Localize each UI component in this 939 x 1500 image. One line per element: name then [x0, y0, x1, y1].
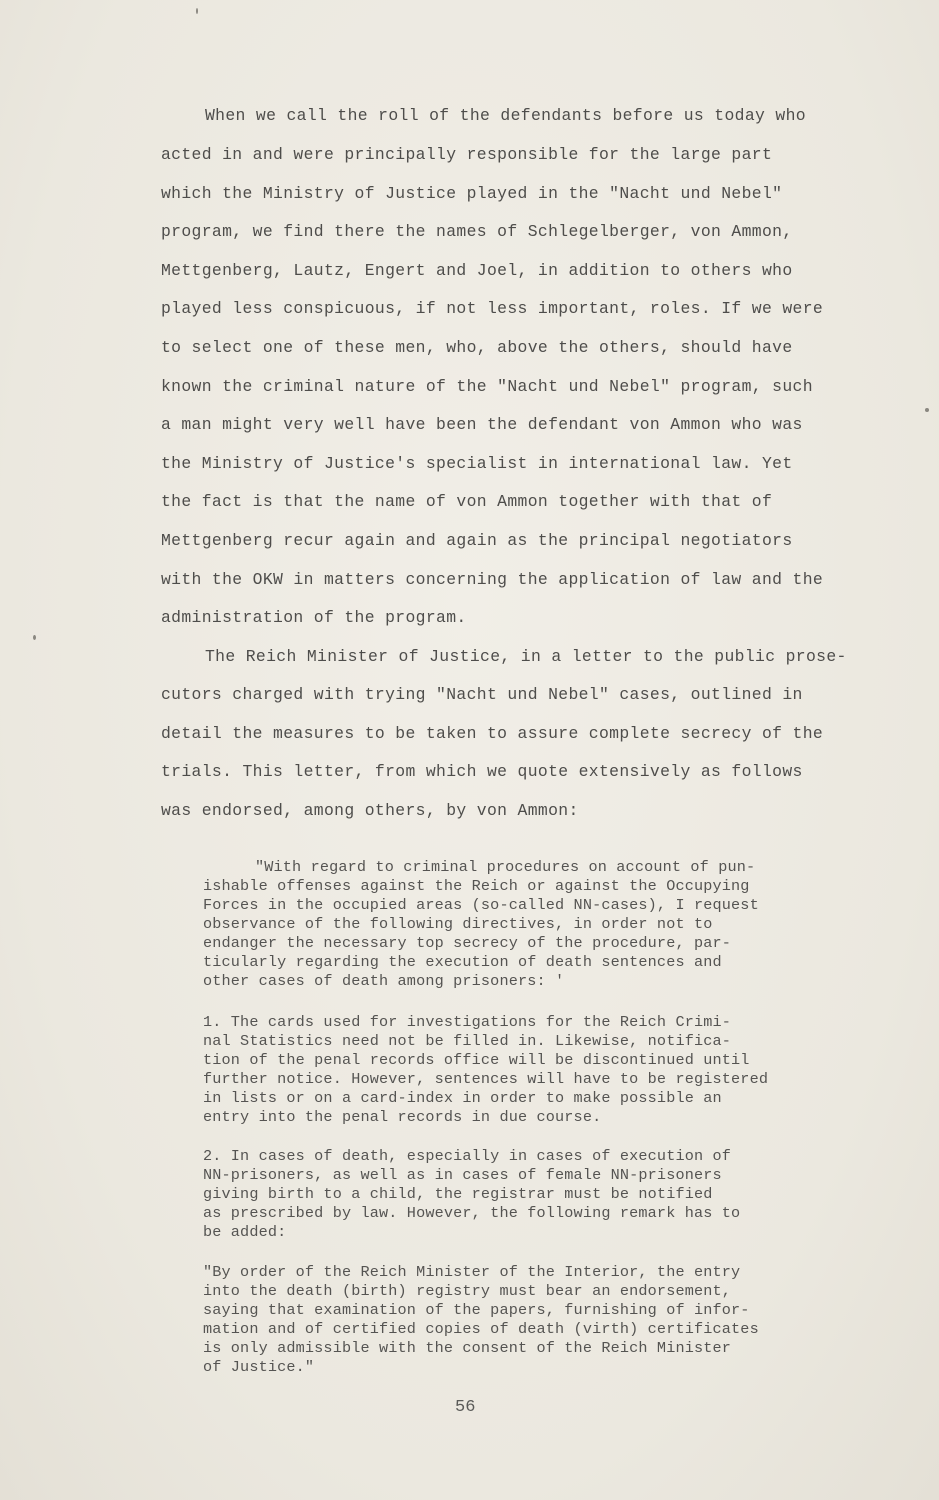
body-line: program, we find there the names of Schlegelberger, von Ammon, [161, 222, 793, 241]
quote-line: as prescribed by law. However, the following remark has to [203, 1204, 741, 1222]
body-line: the Ministry of Justice's specialist in international law. Yet [161, 454, 793, 473]
scan-speck [33, 635, 36, 640]
body-line: cutors charged with trying "Nacht und Nebel" cases, outlined in [161, 685, 803, 704]
quote-line: nal Statistics need not be filled in. Likewise, notifica- [203, 1032, 732, 1050]
quote-line: entry into the penal records in due course. [203, 1108, 602, 1126]
body-line: Mettgenberg recur again and again as the principal negotiators [161, 531, 793, 550]
quote-line: mation and of certified copies of death (virth) certificates [203, 1320, 759, 1338]
body-line: administration of the program. [161, 608, 467, 627]
scan-speck [196, 8, 198, 14]
body-line: detail the measures to be taken to assure complete secrecy of the [161, 724, 824, 743]
quote-line: endanger the necessary top secrecy of the procedure, par- [203, 934, 732, 952]
page-number: 56 [455, 1398, 476, 1417]
quote-line: NN-prisoners, as well as in cases of female NN-prisoners [203, 1166, 722, 1184]
body-line: The Reich Minister of Justice, in a letter to the public prose- [205, 647, 847, 666]
body-line: When we call the roll of the defendants before us today who [205, 106, 806, 125]
quote-line: 1. The cards used for investigations for the Reich Crimi- [203, 1013, 732, 1031]
body-line: acted in and were principally responsible for the large part [161, 145, 773, 164]
quote-line: saying that examination of the papers, furnishing of infor- [203, 1301, 750, 1319]
body-line: to select one of these men, who, above the others, should have [161, 338, 793, 357]
body-line: the fact is that the name of von Ammon together with that of [161, 492, 773, 511]
quote-line: be added: [203, 1223, 287, 1241]
quote-line: observance of the following directives, in order not to [203, 915, 713, 933]
quote-line: other cases of death among prisoners: ' [203, 972, 565, 990]
body-line: with the OKW in matters concerning the application of law and the [161, 570, 824, 589]
quote-line: "By order of the Reich Minister of the Interior, the entry [203, 1263, 741, 1281]
scan-speck [925, 408, 929, 412]
quote-line: ishable offenses against the Reich or against the Occupying [203, 877, 750, 895]
quote-line: ticularly regarding the execution of death sentences and [203, 953, 722, 971]
quote-line: further notice. However, sentences will have to be registered [203, 1070, 769, 1088]
body-line: which the Ministry of Justice played in the "Nacht und Nebel" [161, 184, 783, 203]
body-line: known the criminal nature of the "Nacht und Nebel" program, such [161, 377, 813, 396]
body-line: Mettgenberg, Lautz, Engert and Joel, in addition to others who [161, 261, 793, 280]
body-line: played less conspicuous, if not less important, roles. If we were [161, 299, 824, 318]
quote-line: of Justice." [203, 1358, 315, 1376]
quote-line: into the death (birth) registry must bear an endorsement, [203, 1282, 732, 1300]
quote-line: tion of the penal records office will be discontinued until [203, 1051, 750, 1069]
quote-line: Forces in the occupied areas (so-called NN-cases), I request [203, 896, 759, 914]
quote-line: 2. In cases of death, especially in cases of execution of [203, 1147, 732, 1165]
body-line: trials. This letter, from which we quote extensively as follows [161, 762, 803, 781]
body-line: was endorsed, among others, by von Ammon: [161, 801, 579, 820]
quote-line: giving birth to a child, the registrar must be notified [203, 1185, 713, 1203]
quote-line: "With regard to criminal procedures on account of pun- [255, 858, 756, 876]
body-line: a man might very well have been the defendant von Ammon who was [161, 415, 803, 434]
quote-line: in lists or on a card-index in order to make possible an [203, 1089, 722, 1107]
quote-line: is only admissible with the consent of the Reich Minister [203, 1339, 732, 1357]
